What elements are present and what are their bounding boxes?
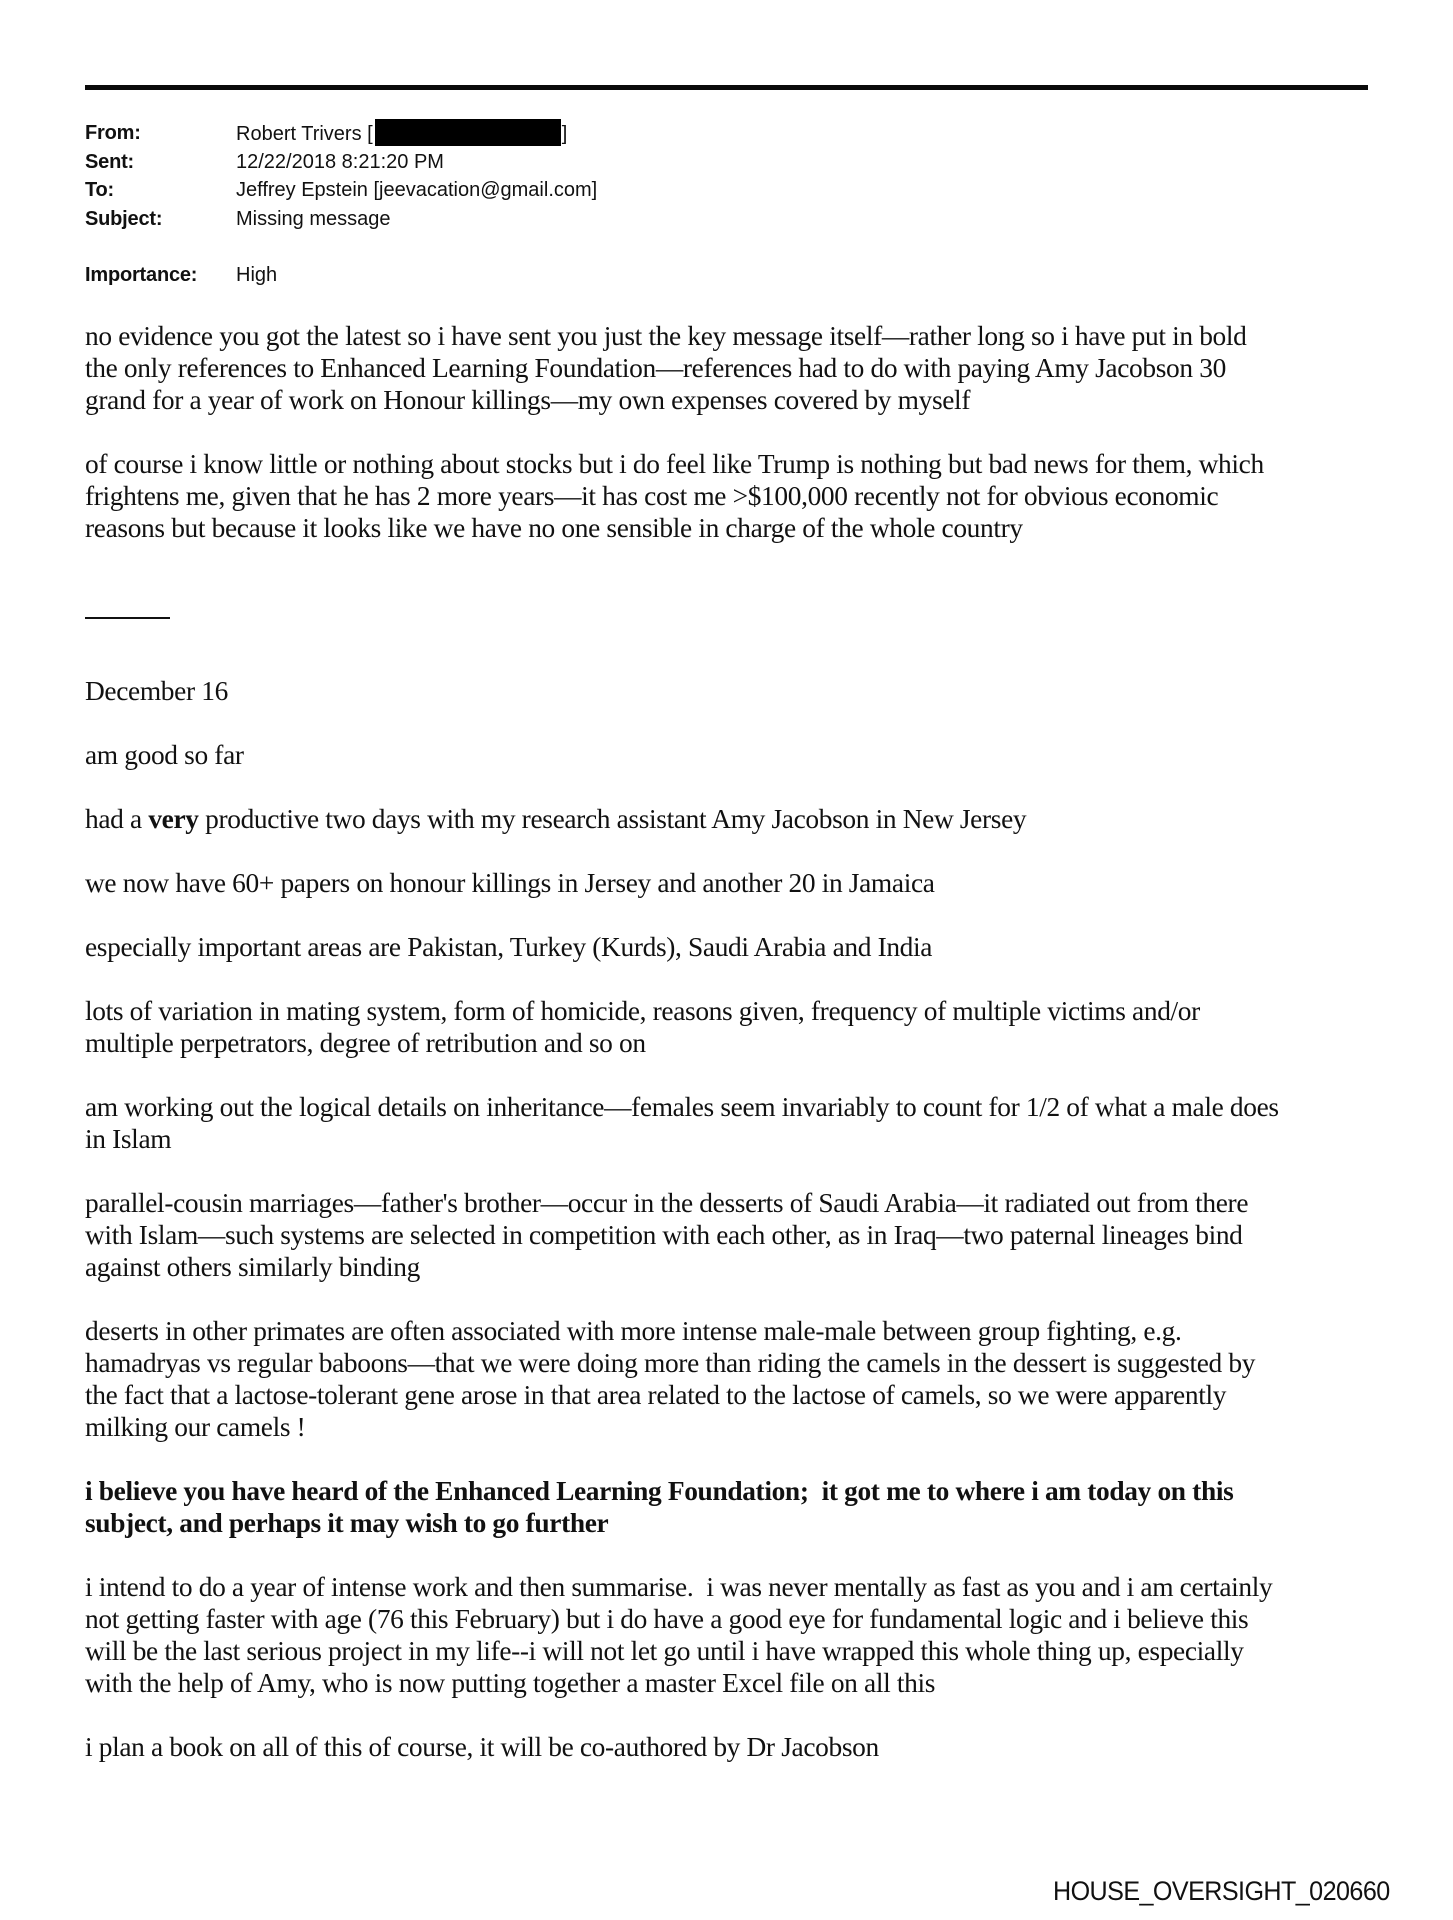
sent-value: 12/22/2018 8:21:20 PM xyxy=(236,150,444,173)
text-line: with the help of Amy, who is now putting together a master Excel file on all this xyxy=(85,1667,936,1698)
quoted-paragraph xyxy=(85,1091,1385,1155)
quoted-paragraph xyxy=(85,1187,1385,1283)
importance-value: High xyxy=(236,264,278,286)
to-label: To: xyxy=(85,179,115,201)
importance-label: Importance: xyxy=(85,264,198,286)
bold-paragraph xyxy=(85,1475,1385,1539)
text-line: am working out the logical details on inheritance—females seem invariably to count for 1/2 of what a male does xyxy=(85,1091,1279,1122)
text-line: multiple perpetrators, degree of retribution and so on xyxy=(85,1027,646,1058)
quoted-paragraph xyxy=(85,1571,1385,1699)
emphasis-text: very xyxy=(148,803,199,834)
text-line xyxy=(85,803,1385,835)
email-body xyxy=(85,320,1385,1795)
text-line: not getting faster with age (76 this February) but i do have a good eye for fundamental logic and i believe this xyxy=(85,1603,1249,1634)
text-line: i intend to do a year of intense work and then summarise. i was never mentally as fast as you and i am certainly xyxy=(85,1571,1273,1602)
text-line: the only references to Enhanced Learning Foundation—references had to do with paying Amy Jacobson 30 xyxy=(85,353,1226,383)
redaction-block xyxy=(375,119,561,146)
to-value: Jeffrey Epstein [jeevacation@gmail.com] xyxy=(236,179,598,201)
quoted-paragraph xyxy=(85,1731,1385,1763)
intro-paragraph xyxy=(85,320,1385,416)
text-line: the fact that a lactose-tolerant gene arose in that area related to the lactose of camels, so we were apparently xyxy=(85,1379,1227,1410)
sender-bracket-close: ] xyxy=(561,123,568,145)
quoted-date xyxy=(85,675,1385,707)
text-run: productive two days with my research assistant Amy Jacobson in New Jersey xyxy=(198,803,1027,834)
date-line: December 16 xyxy=(85,675,228,706)
text-line: of course i know little or nothing about stocks but i do feel like Trump is nothing but bad news for them, which xyxy=(85,449,1264,479)
text-line: with Islam—such systems are selected in competition with each other, as in Iraq—two paternal lineages bind xyxy=(85,1219,1243,1250)
text-line: we now have 60+ papers on honour killings in Jersey and another 20 in Jamaica xyxy=(85,867,935,898)
text-line: lots of variation in mating system, form of homicide, reasons given, frequency of multiple victims and/or xyxy=(85,995,1200,1026)
text-line: especially important areas are Pakistan, Turkey (Kurds), Saudi Arabia and India xyxy=(85,931,933,962)
bates-number: HOUSE_OVERSIGHT_020660 xyxy=(1053,1876,1390,1906)
text-line: milking our camels ! xyxy=(85,1411,306,1442)
quoted-paragraph xyxy=(85,995,1385,1059)
separator-line xyxy=(85,617,170,619)
text-line: parallel-cousin marriages—father's brother—occur in the desserts of Saudi Arabia—it radiated out from there xyxy=(85,1187,1249,1218)
quoted-paragraph xyxy=(85,1315,1385,1443)
text-line: grand for a year of work on Honour killings—my own expenses covered by myself xyxy=(85,385,971,415)
header-rule xyxy=(85,85,1368,90)
text-line: frightens me, given that he has 2 more years—it has cost me >$100,000 recently not for obvious economic xyxy=(85,481,1219,511)
text-line: against others similarly binding xyxy=(85,1251,420,1282)
text-line: i plan a book on all of this of course, it will be co-authored by Dr Jacobson xyxy=(85,1731,879,1762)
quoted-paragraph xyxy=(85,931,1385,963)
subject-value: Missing message xyxy=(236,207,391,230)
from-label: From: xyxy=(85,122,141,144)
text-line: am good so far xyxy=(85,739,244,770)
sender-name: Robert Trivers [ xyxy=(236,123,373,145)
quoted-paragraph xyxy=(85,803,1385,835)
text-line: no evidence you got the latest so i have sent you just the key message itself—rather long so i have put in bold xyxy=(85,321,1247,351)
quoted-paragraphs xyxy=(85,867,1385,1763)
text-line: reasons but because it looks like we have no one sensible in charge of the whole country xyxy=(85,513,1023,543)
quoted-paragraph xyxy=(85,867,1385,899)
quoted-paragraph xyxy=(85,739,1385,771)
intro-paragraph xyxy=(85,448,1385,544)
sent-label: Sent: xyxy=(85,150,135,173)
text-line: in Islam xyxy=(85,1123,172,1154)
text-line: subject, and perhaps it may wish to go further xyxy=(85,1507,609,1538)
text-line: hamadryas vs regular baboons—that we were doing more than riding the camels in the dessert is suggested by xyxy=(85,1347,1256,1378)
text-run: had a xyxy=(85,803,149,834)
from-value xyxy=(236,119,567,149)
text-line: deserts in other primates are often associated with more intense male-male between group fighting, e.g. xyxy=(85,1315,1182,1346)
subject-label: Subject: xyxy=(85,207,163,230)
text-line: will be the last serious project in my life--i will not let go until i have wrapped this whole thing up, especially xyxy=(85,1635,1244,1666)
text-line: i believe you have heard of the Enhanced Learning Foundation; it got me to where i am today on this xyxy=(85,1475,1234,1506)
